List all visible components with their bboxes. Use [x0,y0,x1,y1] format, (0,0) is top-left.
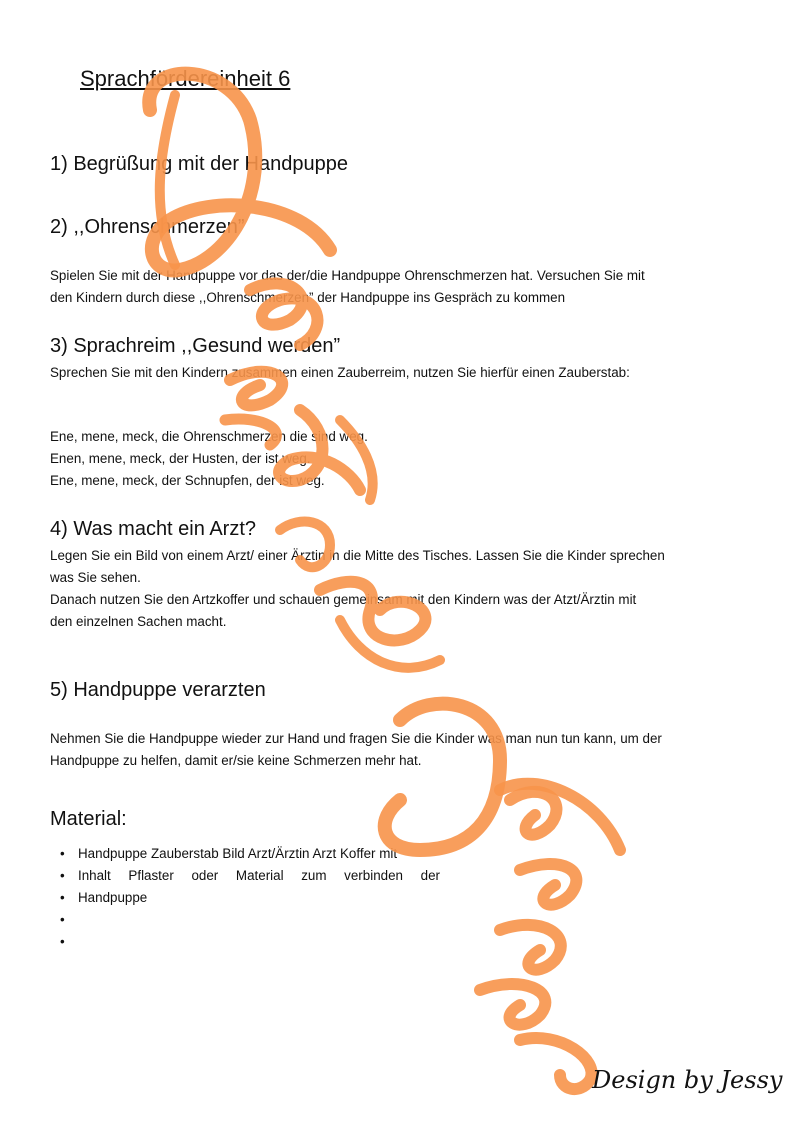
rhyme-line: Enen, mene, meck, der Husten, der ist weg. [50,451,311,466]
text-line: den Kindern durch diese ,,Ohrenschmerzen” der Handpuppe ins Gespräch zu kommen [50,290,566,305]
list-item [60,843,440,865]
text-line: was Sie sehen. [50,570,141,585]
section-heading-4: 4) Was macht ein Arzt? [50,518,256,540]
text-line: den einzelnen Sachen macht. [50,614,227,629]
text-line: Legen Sie ein Bild von einem Arzt/ einer Ärztin in die Mitte des Tisches. Lassen Sie die Kinder sprechen [50,548,665,563]
watermark-stroke [500,925,561,970]
signature: Design by Jessy [592,1066,783,1094]
watermark-stroke [480,984,545,1025]
watermark-stroke [160,95,175,265]
text-line: Handpuppe zu helfen, damit er/sie keine Schmerzen mehr hat. [50,753,422,768]
section-4-paragraph [50,545,740,633]
list-item [60,909,440,931]
list-item-text: Handpuppe Zauberstab Bild Arzt/Ärztin Arzt Koffer mit [78,846,398,861]
section-3-instruction [50,362,740,384]
section-5-paragraph [50,728,740,772]
watermark-stroke [510,792,556,835]
watermark-stroke [500,784,620,850]
material-heading: Material: [50,808,127,830]
text-line: Spielen Sie mit der Handpuppe vor das der/die Handpuppe Ohrenschmerzen hat. Versuchen Sie mit [50,268,645,283]
section-heading-2: 2) ,,Ohrenschmerzen” [50,216,245,238]
rhyme-line: Ene, mene, meck, der Schnupfen, der ist weg. [50,473,325,488]
section-heading-1: 1) Begrüßung mit der Handpuppe [50,153,348,175]
document-title: Sprachfördereinheit 6 [80,66,291,91]
list-item-text: Handpuppe [78,890,148,905]
list-item [60,865,440,887]
text-line: Danach nutzen Sie den Artzkoffer und schauen gemeinsam mit den Kindern was der Atzt/Ärztin mit [50,592,637,607]
text-line: Nehmen Sie die Handpuppe wieder zur Hand und fragen Sie die Kinder was man nun tun kann, um der [50,731,662,746]
watermark-stroke [520,864,576,905]
bullet: • [60,868,65,883]
rhyme-verse [50,426,740,492]
watermark-stroke [520,1038,592,1089]
bullet: • [60,846,65,861]
bullet: • [60,934,65,949]
list-item [60,931,440,953]
material-list [60,843,440,953]
section-heading-3: 3) Sprachreim ,,Gesund werden” [50,335,341,357]
bullet: • [60,890,65,905]
section-heading-5: 5) Handpuppe verarzten [50,679,266,701]
bullet: • [60,912,65,927]
list-item-text: Inhalt Pflaster oder Material zum verbinden der [78,868,440,883]
section-2-paragraph [50,265,740,309]
list-item [60,887,440,909]
rhyme-line: Ene, mene, meck, die Ohrenschmerzen die sind weg. [50,429,368,444]
watermark-stroke [385,704,500,850]
text-line: Sprechen Sie mit den Kindern zusammen einen Zauberreim, nutzen Sie hierfür einen Zauberstab: [50,365,630,380]
